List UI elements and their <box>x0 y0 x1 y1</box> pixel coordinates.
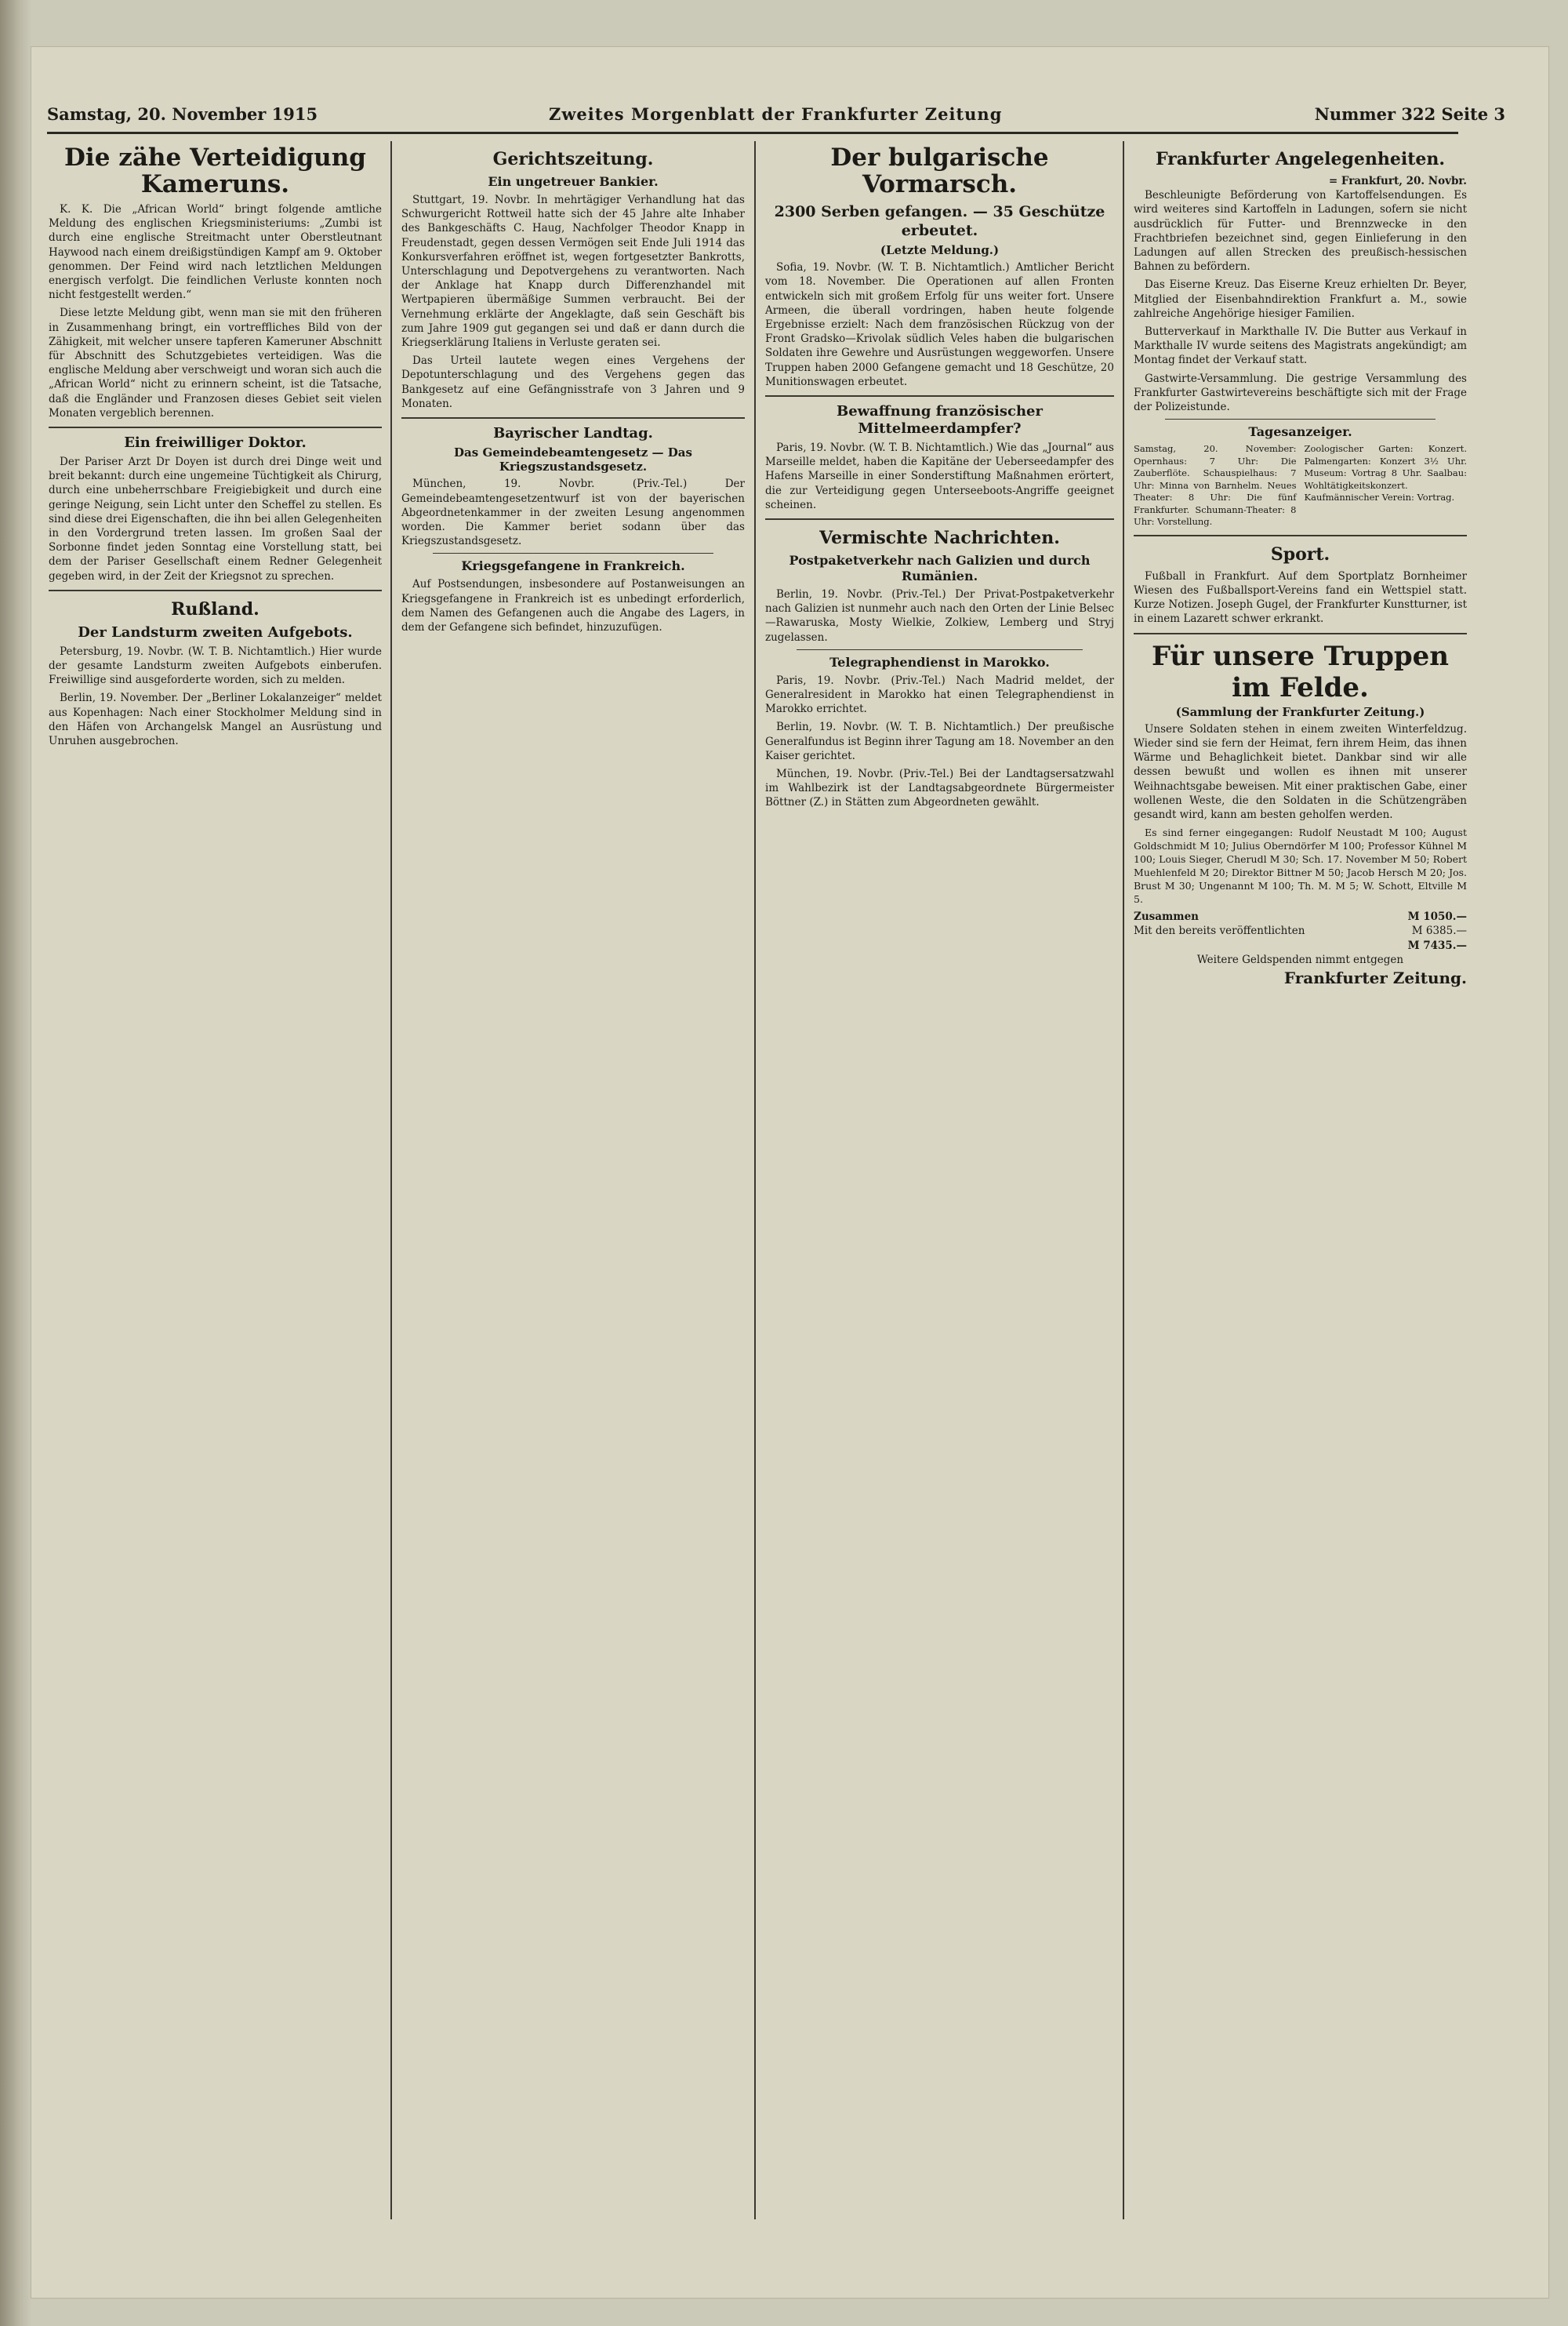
article-paragraph: Sofia, 19. Novbr. (W. T. B. Nichtamtlich.) Amtlicher Bericht vom 18. November. Die Operationen auf allen Fronten entwickeln sich mit großem Erfolg für uns weiter fort. Unsere Armeen, die überall vordringen, haben heute folgende Ergebnisse erzielt: Nach dem französischen Rückzug von der Front Gradsko—Krivolak südlich Veles haben die bulgarischen Soldaten ihre Gewehre und Ausrüstungen weggeworfen. Unsere Truppen haben 2000 Gefangene gemacht und 18 Geschütze, 20 Munitionswagen erbeutet. <box>765 261 1114 388</box>
divider <box>1134 535 1467 536</box>
article-title: Ein ungetreuer Bankier. <box>488 174 659 189</box>
article-subtitle: 2300 Serben gefangen. — 35 Geschütze erbeutet. <box>774 203 1105 239</box>
previous-total-row <box>1134 924 1467 938</box>
grand-total: M 7435.— <box>1407 939 1467 952</box>
article-paragraph: K. K. Die „African World“ bringt folgende amtliche Meldung des englischen Kriegsministeriums: „Zumbi ist durch eine englische Streitmacht unter Oberstleutnant Haywood nach einem dreißigstündigen Kampf am 9. Oktober genommen. Der Feind wird nach letztlichen Meldungen energisch verfolgt. Die feindlichen Verluste konnten noch nicht festgestellt werden.“ <box>49 203 382 302</box>
article-note: (Letzte Meldung.) <box>880 243 1000 257</box>
section-title: Gerichtszeitung. <box>492 149 654 169</box>
article-paragraph: Unsere Soldaten stehen in einem zweiten Winterfeldzug. Wieder sind sie fern der Heimat, fern ihrem Heim, das ihnen Wärme und Behaglichkeit bietet. Dankbar sind wir alle dessen bewußt und wollen es ihnen mit unserer Weihnachtsgabe beweisen. Mit einer praktischen Gabe, einer wollenen Weste, die den Soldaten in die Schützengräben gesandt wird, kann am besten geholfen werden. <box>1134 722 1467 821</box>
article-title: Kriegsgefangene in Frankreich. <box>461 558 685 574</box>
article-paragraph: Fußball in Frankfurt. Auf dem Sportplatz Bornheimer Wiesen des Fußballsport-Vereins fand ein Wettspiel statt. Kurze Notizen. Joseph Gugel, der Frankfurter Kunstturner, ist in einem Lazarett schwer erkrankt. <box>1134 569 1467 626</box>
appeal-title: Für unsere Truppen im Felde. <box>1152 640 1449 703</box>
column-1 <box>49 141 382 752</box>
divider <box>49 427 382 428</box>
header-rule <box>47 132 1458 134</box>
page-gutter <box>0 0 31 2326</box>
donation-list: Es sind ferner eingegangen: Rudolf Neustadt M 100; August Goldschmidt M 10; Julius Oberndörfer M 100; Professor Kühnel M 100; Louis Sieger, Cherudl M 30; Sch. 17. November M 50; Robert Muehlenfeld M 20; Direktor Bittner M 50; Jacob Hersch M 20; Jos. Brust M 30; Ungenannt M 100; Th. M. M 5; W. Schott, Eltville M 5. <box>1134 827 1467 906</box>
article-title: Der Landsturm zweiten Aufgebots. <box>78 623 353 641</box>
events-listing <box>1134 443 1467 529</box>
donation-total-row <box>1134 910 1467 924</box>
article-paragraph: Butterverkauf in Markthalle IV. Die Butter aus Verkauf in Markthalle IV wurde seitens des Magistrats angekündigt; am Montag findet der Verkauf statt. <box>1134 325 1467 367</box>
page-number: Nummer 322 Seite 3 <box>1314 104 1505 124</box>
issue-date: Samstag, 20. November 1915 <box>47 104 318 124</box>
divider <box>765 518 1114 520</box>
divider <box>433 553 713 554</box>
page-header <box>47 98 1505 129</box>
dateline: = Frankfurt, 20. Novbr. <box>1328 175 1467 187</box>
article-paragraph: Auf Postsendungen, insbesondere auf Postanweisungen an Kriegsgefangene in Frankreich ist es unbedingt erforderlich, dem Namen des Gefangenen auch die Angabe des Lagers, in dem der Gefangene sich befindet, hinzuzufügen. <box>401 578 745 634</box>
column-divider <box>754 141 756 2219</box>
article-title: Bayrischer Landtag. <box>493 425 653 442</box>
divider <box>797 649 1083 650</box>
divider <box>1165 419 1436 420</box>
article-title: Ein freiwilliger Doktor. <box>124 434 307 452</box>
section-title: Vermischte Nachrichten. <box>819 528 1060 549</box>
signature: Frankfurter Zeitung. <box>1283 969 1467 987</box>
previous-label: Mit den bereits veröffentlichten <box>1134 925 1305 938</box>
previous-value: M 6385.— <box>1411 925 1467 938</box>
article-title: Postpaketverkehr nach Galizien und durch Rumänien. <box>789 553 1091 584</box>
article-paragraph: Stuttgart, 19. Novbr. In mehrtägiger Verhandlung hat das Schwurgericht Rottweil hatte sich der 45 Jahre alte Inhaber des Bankgeschäfts C. Haug, Nachfolger Theodor Knapp in Freudenstadt, gegen dessen Vermögen seit Ende Juli 1914 das Konkursverfahren eröffnet ist, wegen fortgesetzter Bankrotts, Unterschlagung und Depotvergehens zu verantworten. Nach der Anklage hat Knapp durch Differenzhandel mit Wertpapieren übermäßige Summen verbraucht. Bei der Vernehmung erklärte der Angeklagte, daß sein Geschäft bis zum Jahre 1909 gut gegangen sei und daß er dann durch die Kriegserklärung Italiens in Verluste geraten sei. <box>401 194 745 350</box>
divider <box>401 417 745 419</box>
article-paragraph: Berlin, 19. November. Der „Berliner Lokalanzeiger“ meldet aus Kopenhagen: Nach einer Stockholmer Meldung sind in den Häfen von Archangelsk Mangel an Ausrüstung und Unruhen ausgebrochen. <box>49 692 382 748</box>
total-value: M 1050.— <box>1407 910 1467 924</box>
column-4 <box>1134 141 1467 985</box>
article-paragraph: Paris, 19. Novbr. (W. T. B. Nichtamtlich.) Wie das „Journal“ aus Marseille meldet, haben die Kapitäne der Ueberseedampfer des Hafens Marseille in einer Sonderstiftung Maßnahmen erörtert, die zur Verteidigung gegen Unterseeboots-Angriffe geeignet scheinen. <box>765 442 1114 511</box>
article-paragraph: Petersburg, 19. Novbr. (W. T. B. Nichtamtlich.) Hier wurde der gesamte Landsturm zweiten Aufgebots einberufen. Freiwillige sind ausgeforderte worden, sich zu melden. <box>49 645 382 687</box>
article-paragraph: Paris, 19. Novbr. (Priv.-Tel.) Nach Madrid meldet, der Generalresident in Marokko hat einen Telegraphendienst in Marokko errichtet. <box>765 674 1114 716</box>
section-title: Tagesanzeiger. <box>1248 424 1352 440</box>
article-paragraph: München, 19. Novbr. (Priv.-Tel.) Der Gemeindebeamtengesetzentwurf ist von der bayerischen Abgeordnetenkammer in der zweiten Lesung angenommen worden. Die Kammer beriet sodann über das Kriegszustandsgesetz. <box>401 478 745 548</box>
column-divider <box>390 141 392 2219</box>
article-paragraph: Diese letzte Meldung gibt, wenn man sie mit den früheren in Zusammenhang bringt, ein vortreffliches Bild von der Zähigkeit, mit welcher unsere tapferen Kameruner Abschnitt für Abschnitt des Schutzgebietes verteidigen. Was die englische Meldung aber verschweigt und woran sich auch die „African World“ nicht zu erinnern scheint, ist die Tatsache, daß die Engländer und Franzosen dieses Gebiet seit vielen Monaten vergeblich berennen. <box>49 307 382 420</box>
article-paragraph: Das Eiserne Kreuz. Das Eiserne Kreuz erhielten Dr. Beyer, Mitglied der Eisenbahndirektion Frankfurt a. M., sowie zahlreiche Angehörige hiesiger Familien. <box>1134 278 1467 320</box>
article-paragraph: Gastwirte-Versammlung. Die gestrige Versammlung des Frankfurter Gastwirtevereins beschäftigte sich mit der Frage der Polizeistunde. <box>1134 372 1467 414</box>
article-paragraph: Berlin, 19. Novbr. (Priv.-Tel.) Der Privat-Postpaketverkehr nach Galizien ist nunmehr auch nach den Orten der Linie Belsec—Rawaruska, Mosty Wielkie, Zolkiew, Lemberg und Stryj zugelassen. <box>765 588 1114 644</box>
section-title: Rußland. <box>171 598 260 620</box>
section-title: Frankfurter Angelegenheiten. <box>1155 149 1446 169</box>
column-divider <box>1123 141 1124 2219</box>
column-2 <box>401 141 745 638</box>
divider <box>765 395 1114 397</box>
article-subtitle: Das Gemeindebeamtengesetz — Das Kriegszustandsgesetz. <box>454 445 692 474</box>
article-title: Die zähe Verteidigung Kameruns. <box>64 144 366 198</box>
edition-title: Zweites Morgenblatt der Frankfurter Zeitung <box>549 104 1003 124</box>
appeal-subtitle: (Sammlung der Frankfurter Zeitung.) <box>1175 704 1425 719</box>
article-title: Bewaffnung französischer Mittelmeerdampfer? <box>836 403 1043 438</box>
article-paragraph: Berlin, 19. Novbr. (W. T. B. Nichtamtlich.) Der preußische Generalfundus ist Beginn ihrer Tagung am 18. November an den Kaiser gerichtet. <box>765 721 1114 762</box>
article-paragraph: Das Urteil lautete wegen eines Vergehens der Depotunterschlagung und des Vergehens gegen das Bankgesetz auf eine Gefängnisstrafe von 3 Jahren und 9 Monaten. <box>401 354 745 410</box>
article-paragraph: München, 19. Novbr. (Priv.-Tel.) Bei der Landtagsersatzwahl im Wahlbezirk ist der Landtagsabgeordnete Bürgermeister Böttner (Z.) in Stätten zum Abgeordneten gewählt. <box>765 768 1114 809</box>
divider <box>49 590 382 591</box>
section-title: Sport. <box>1270 543 1330 565</box>
more-donations: Weitere Geldspenden nimmt entgegen <box>1196 953 1404 966</box>
article-paragraph: Beschleunigte Beförderung von Kartoffelsendungen. Es wird weiteres sind Kartoffeln in Ladungen, sofern sie nicht ausdrücklich für Futter- und Brennzwecke in den Frachtbriefen bezeichnet sind, gegen Einlieferung in den Ladungen auf allen Strecken des preußisch-hessischen Bahnen zu befördern. <box>1134 189 1467 274</box>
article-title: Telegraphendienst in Marokko. <box>829 654 1050 670</box>
article-paragraph: Der Pariser Arzt Dr Doyen ist durch drei Dinge weit und breit bekannt: durch eine ungemeine Tüchtigkeit als Chirurg, durch eine unbeherrschbare Freigiebigkeit und durch eine geringe Neigung, sein Licht unter den Scheffel zu stellen. Es sind diese drei Eigenschaften, die ihn bei allen Gelegenheiten in den Vordergrund treten lassen. Im großen Saal der Sorbonne findet jeden Sonntag eine Vorstellung statt, bei dem der Pariser Gesellschaft einem Redner Gelegenheit gegeben wird, in der Zeit der Kriegsnot zu sprechen. <box>49 456 382 583</box>
article-title: Der bulgarische Vormarsch. <box>830 144 1049 198</box>
total-label: Zusammen <box>1134 910 1199 924</box>
column-3 <box>765 141 1114 814</box>
divider <box>1134 633 1467 634</box>
events-left: Samstag, 20. November: Opernhaus: 7 Uhr: Die Zauberflöte. Schauspielhaus: 7 Uhr: Minna von Barnhelm. Neues Theater: 8 Uhr: Die fünf Frankfurter. Schumann-Theater: 8 Uhr: Vorstellung. <box>1134 443 1297 528</box>
events-right: Zoologischer Garten: Konzert. Palmengarten: Konzert 3½ Uhr. Museum: Vortrag 8 Uhr. Saalbau: Wohltätigkeitskonzert. Kaufmännischer Verein: Vortrag. <box>1304 443 1467 503</box>
